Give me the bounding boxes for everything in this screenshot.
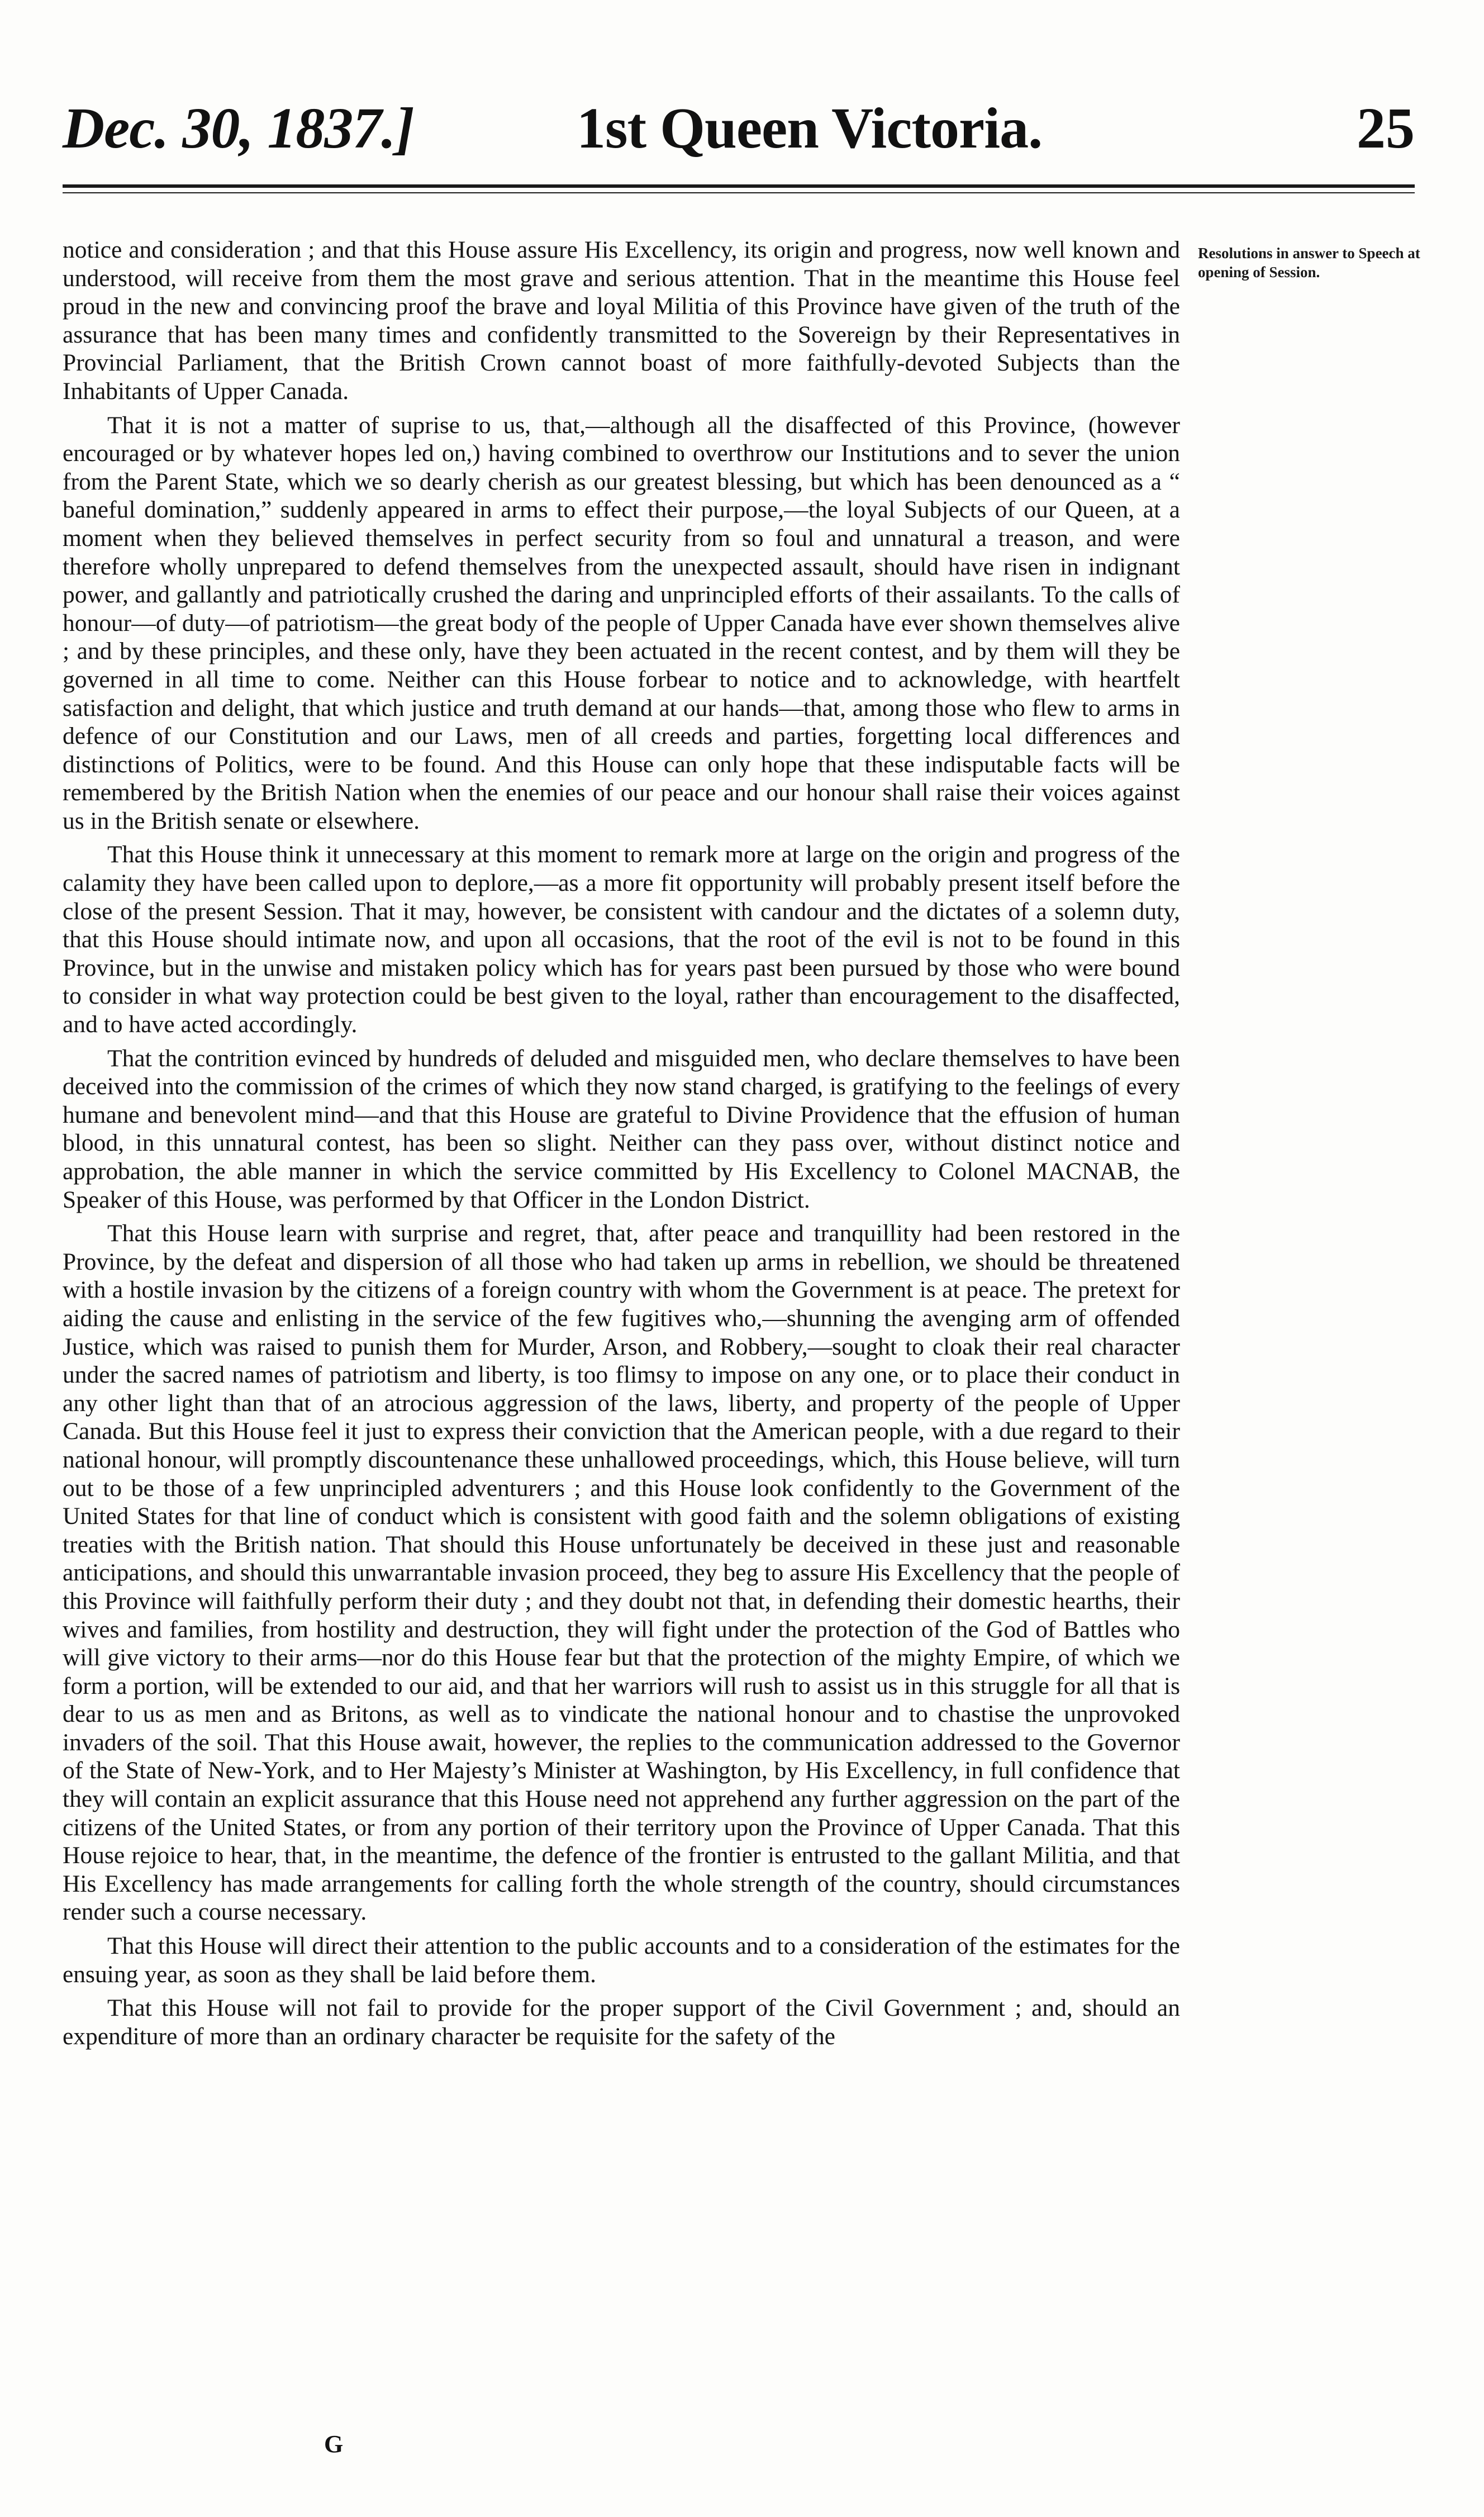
- page-number: 25: [1357, 96, 1415, 160]
- paragraph-7: That this House will not fail to provide for the proper support of the Civil Government ; and, should an expenditure of more than an ordinary character be requisite for the safety of the: [63, 1994, 1180, 2050]
- paragraph-3: That this House think it unnecessary at this moment to remark more at large on the origin and progress of the calamity they have been called upon to deplore,—as a more fit opportunity will probably present itself before the close of the present Session. That it may, however, be consistent with candour and the dictates of a solemn duty, that this House should intimate now, and upon all occasions, that the root of the evil is not to be found in this Province, but in the unwise and mistaken policy which has for years past been pursued by those who were bound to consider in what way protection could be best given to the loyal, rather than encouragement to the disaffected, and to have acted accordingly.: [63, 841, 1180, 1038]
- header-date: Dec. 30, 1837.]: [63, 96, 415, 160]
- paragraph-5: That this House learn with surprise and regret, that, after peace and tranquillity had been restored in the Province, by the defeat and dispersion of all those who had taken up arms in rebellion, we should be threatened with a hostile invasion by the citizens of a foreign country with whom the Government is at peace. The pretext for aiding the cause and enlisting in the service of the few fugitives who,—shunning the avenging arm of offended Justice, which was raised to punish them for Murder, Arson, and Robbery,—sought to cloak their real character under the sacred names of patriotism and liberty, is too flimsy to impose on any one, or to place their conduct in any other light than that of an atrocious aggression of the laws, liberty, and property of the people of Upper Canada. But this House feel it just to express their conviction that the American people, with a due regard to their national honour, will promptly discountenance these unhallowed proceedings, which, this House believe, will turn out to be those of a few unprincipled adventurers ; and this House look confidently to the Government of the United States for that line of conduct which is consistent with good faith and the solemn obligations of existing treaties with the British nation. That should this House unfortunately be deceived in these just and reasonable anticipations, and should this unwarrantable invasion proceed, they beg to assure His Excellency that the people of this Province will faithfully perform their duty ; and they doubt not that, in defending their domestic hearths, their wives and families, from hostility and destruction, they will fight under the protection of the God of Battles who will give victory to their arms—nor do this House fear but that the protection of the mighty Empire, of which we form a portion, will be extended to our aid, and that her warriors will rush to assist us in this struggle for all that is dear to us as men and as Britons, as well as to vindicate the national honour and to chastise the unprovoked invaders of the soil. That this House await, however, the replies to the communication addressed to the Governor of the State of New-York, and to Her Majesty’s Minister at Washington, by His Excellency, in full confidence that they will contain an explicit assurance that this House need not apprehend any further aggression on the part of the citizens of the United States, or from any portion of their territory upon the Province of Upper Canada. That this House rejoice to hear, that, in the meantime, the defence of the frontier is entrusted to the gallant Militia, and that His Excellency has made arrangements for calling forth the whole strength of the country, should circumstances render such a course necessary.: [63, 1220, 1180, 1926]
- header-reign: 1st Queen Victoria.: [577, 96, 1043, 160]
- body-text: [63, 236, 1180, 2056]
- paragraph-6: That this House will direct their attention to the public accounts and to a consideration of the estimates for the ensuing year, as soon as they shall be laid before them.: [63, 1932, 1180, 1988]
- paragraph-1: notice and consideration ; and that this House assure His Excellency, its origin and progress, now well known and understood, will receive from them the most grave and serious attention. That in the meantime this House feel proud in the new and convincing proof the brave and loyal Militia of this Province have given of the truth of the assurance that has been many times and confidently transmitted to the Sovereign by their Representatives in Provincial Parliament, that the British Crown cannot boast of more faithfully-devoted Subjects than the Inhabitants of Upper Canada.: [63, 236, 1180, 405]
- signature-mark: G: [324, 2430, 344, 2458]
- paragraph-4: That the contrition evinced by hundreds of deluded and misguided men, who declare themselves to have been deceived into the commission of the crimes of which they now stand charged, is gratifying to the feelings of every humane and benevolent mind—and that this House are grateful to Divine Providence that the effusion of human blood, in this unnatural contest, has been so slight. Neither can they pass over, without distinct notice and approbation, the able manner in which the service committed by His Excellency to Colonel MACNAB, the Speaker of this House, was performed by that Officer in the London District.: [63, 1044, 1180, 1213]
- header-rule-thick: [63, 184, 1415, 188]
- marginal-note: Resolutions in answer to Speech at opening of Session.: [1198, 245, 1420, 281]
- paragraph-2: That it is not a matter of suprise to us, that,—although all the disaffected of this Province, (however encouraged or by whatever hopes led on,) having combined to overthrow our Institutions and to sever the union from the Parent State, which we so dearly cherish as our greatest blessing, but which has been denounced as a “ baneful domination,” suddenly appeared in arms to effect their purpose,—the loyal Subjects of our Queen, at a moment when they believed themselves in perfect security from so foul and unnatural a treason, and were therefore wholly unprepared to defend themselves from the unexpected assault, should have risen in indignant power, and gallantly and patriotically crushed the daring and unprincipled efforts of their assailants. To the calls of honour—of duty—of patriotism—the great body of the people of Upper Canada have ever shown themselves alive ; and by these principles, and these only, have they been actuated in the recent contest, and by them will they be governed in all time to come. Neither can this House forbear to notice and to acknowledge, with heartfelt satisfaction and delight, that which justice and truth demand at our hands—that, among those who flew to arms in defence of our Constitution and our Laws, men of all creeds and parties, forgetting local differences and distinctions of Politics, were to be found. And this House can only hope that these indisputable facts will be remembered by the British Nation when the enemies of our peace and our honour shall raise their voices against us in the British senate or elsewhere.: [63, 411, 1180, 834]
- running-header: [63, 95, 1415, 173]
- header-rule-thin: [63, 192, 1415, 193]
